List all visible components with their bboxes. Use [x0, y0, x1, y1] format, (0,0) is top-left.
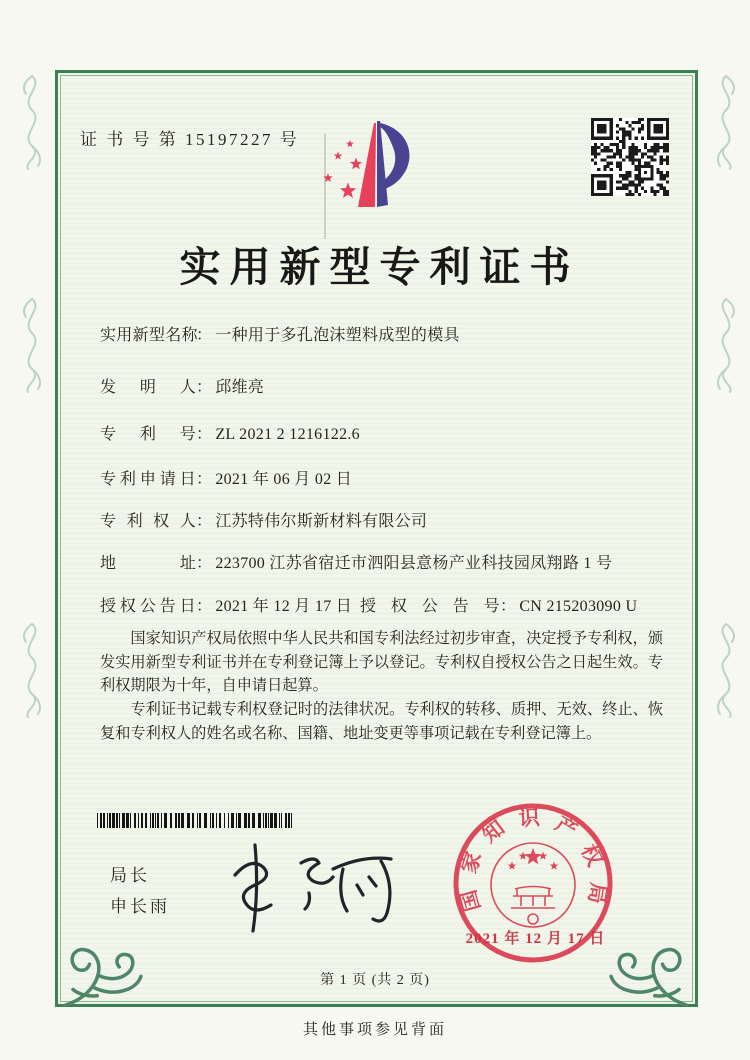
director-title: 局长	[110, 866, 150, 885]
cnipa-patent-logo-icon	[305, 108, 445, 246]
field-utility-model-name	[100, 322, 460, 345]
field-value: 邱维亮	[215, 379, 265, 396]
left-edge-flourish-icon	[12, 295, 52, 395]
right-edge-flourish-icon	[706, 295, 746, 395]
legal-paragraph-2: 专利证书记载专利权登记时的法律状况。专利权的转移、质押、无效、终止、恢复和专利权人的姓名或名称、国籍、地址变更等事项记载在专利登记簿上。	[100, 701, 663, 742]
field-value: 2021 年 06 月 02 日	[215, 471, 353, 488]
field-label: 实用新型名称	[100, 327, 198, 344]
field-label: 专利权人	[100, 513, 196, 530]
field-label: 授权公告日	[100, 598, 196, 615]
field-value: 江苏特伟尔斯新材料有限公司	[215, 513, 428, 530]
certificate-number: 证 书 号 第 15197227 号	[80, 130, 300, 149]
seal-date: 2021 年 12 月 17 日	[465, 931, 606, 947]
field-value: 223700 江苏省宿迁市泗阳县意杨产业科技园凤翔路 1 号	[215, 555, 613, 572]
colon: ：	[196, 598, 213, 615]
field-patent-number	[100, 421, 360, 444]
left-edge-flourish-icon	[12, 72, 52, 172]
colon: ：	[196, 555, 213, 572]
back-side-note: 其他事项参见背面	[302, 1022, 447, 1038]
legal-paragraph-1: 国家知识产权局依照中华人民共和国专利法经过初步审查，决定授予专利权，颁发实用新型专利证书并在专利登记簿上予以登记。专利权自授权公告之日起生效。专利权期限为十年，自申请日起算。	[100, 630, 663, 695]
field-label: 专利号	[100, 426, 196, 443]
field-label: 发明人	[100, 379, 196, 396]
qr-code-icon	[591, 118, 669, 196]
page-number-note: 第 1 页 (共 2 页)	[320, 973, 430, 988]
field-filing-date	[100, 466, 352, 489]
field-label: 授权公告号	[360, 598, 500, 615]
field-label: 地址	[100, 555, 196, 572]
colon: ：	[196, 327, 213, 344]
certificate-title: 实用新型专利证书	[179, 244, 580, 290]
field-value: 2021 年 12 月 17 日	[215, 598, 353, 615]
seal-ring-text: 国家知识产权局	[456, 805, 611, 914]
field-value: 一种用于多孔泡沫塑料成型的模具	[215, 327, 460, 344]
legal-text-block	[100, 627, 663, 746]
official-seal-icon	[443, 793, 628, 983]
field-address	[100, 550, 612, 573]
director-block	[110, 860, 170, 922]
field-label: 专利申请日	[100, 471, 196, 488]
handwritten-signature-icon	[205, 833, 405, 938]
right-edge-flourish-icon	[706, 620, 746, 720]
field-patentee	[100, 508, 427, 531]
field-inventor	[100, 374, 264, 397]
bottom-left-corner-flourish-icon	[52, 918, 149, 1015]
colon: ：	[500, 598, 517, 615]
field-value: CN 215203090 U	[519, 598, 638, 615]
field-grant-date	[100, 593, 352, 616]
left-edge-flourish-icon	[12, 620, 52, 720]
colon: ：	[196, 426, 213, 443]
colon: ：	[196, 513, 213, 530]
colon: ：	[196, 379, 213, 396]
logo-stars-icon	[323, 140, 362, 198]
colon: ：	[196, 471, 213, 488]
field-value: ZL 2021 2 1216122.6	[215, 426, 360, 443]
director-name: 申长雨	[110, 897, 170, 916]
barcode-icon	[95, 813, 295, 828]
field-grant-number	[360, 593, 637, 616]
right-edge-flourish-icon	[706, 72, 746, 172]
